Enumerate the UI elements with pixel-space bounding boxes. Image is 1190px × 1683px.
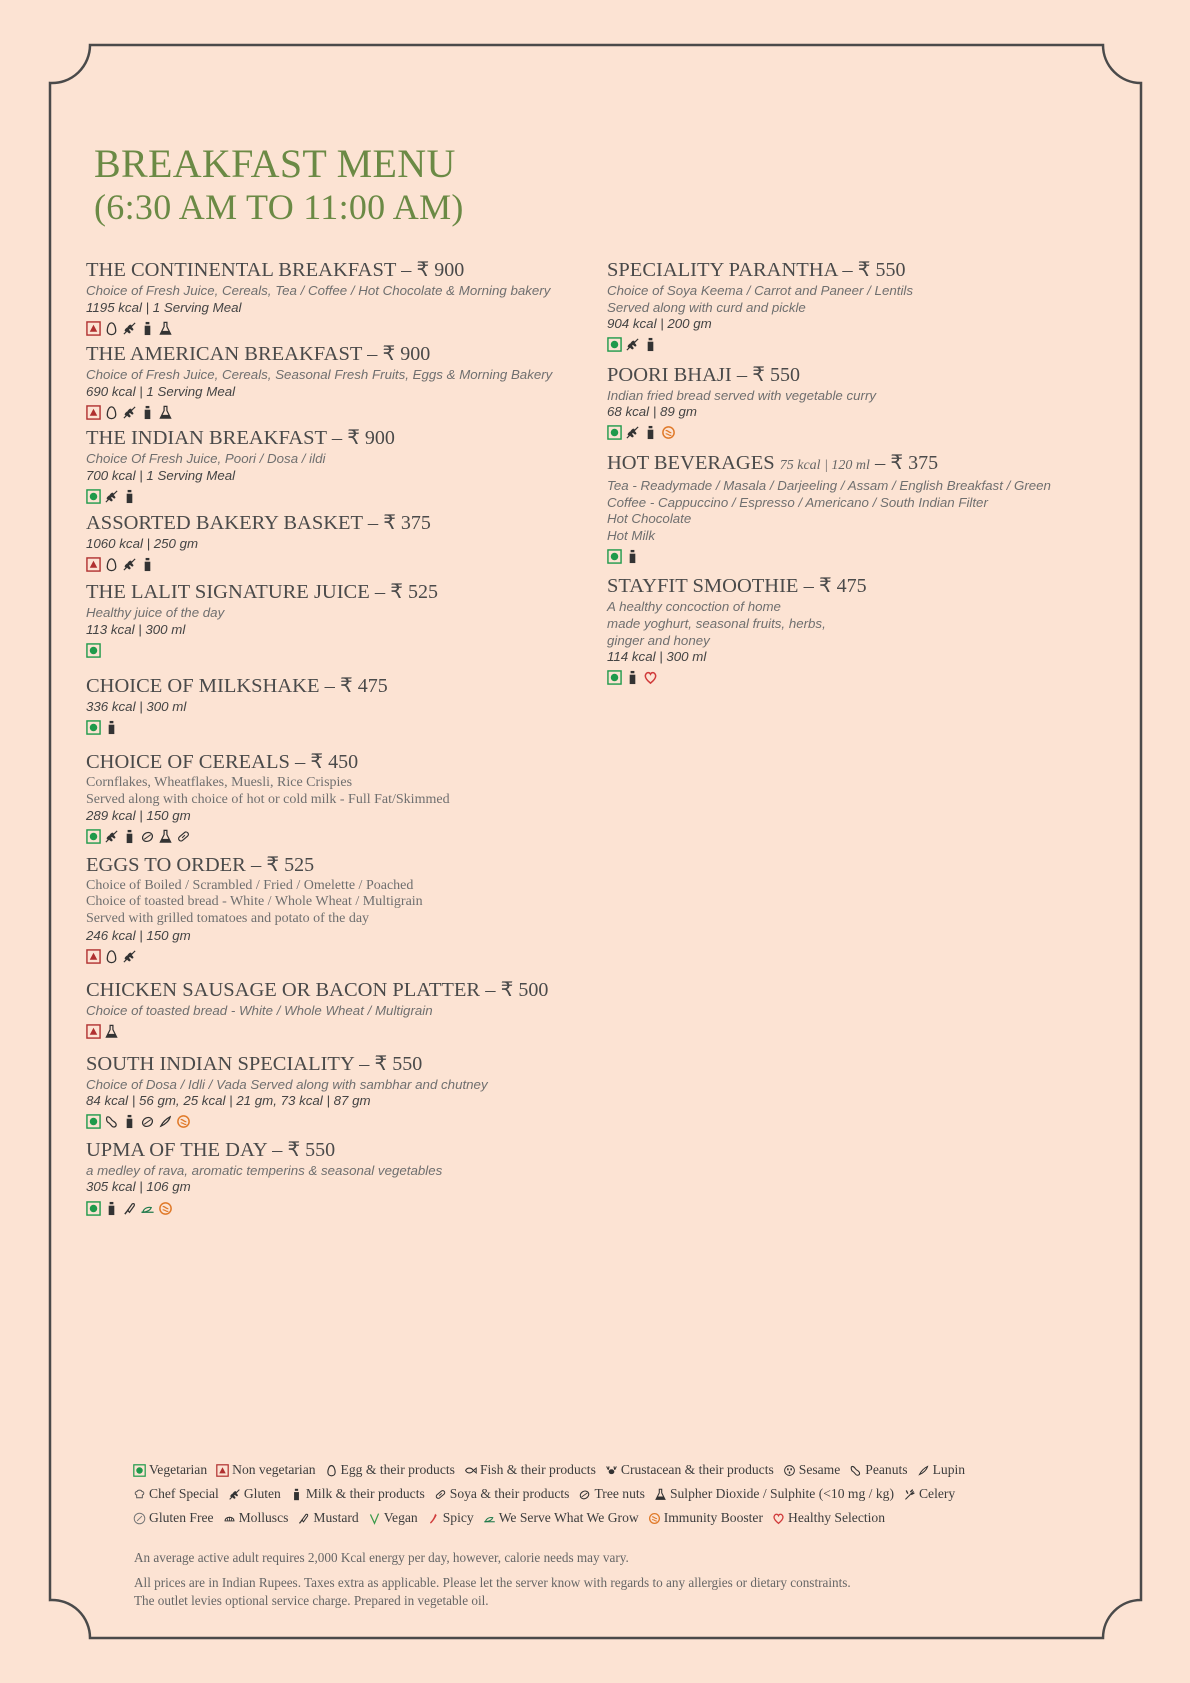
menu-item-dietary-icons bbox=[86, 640, 586, 660]
veg-icon bbox=[133, 1464, 146, 1477]
menu-item bbox=[86, 258, 586, 338]
menu-item-name: SOUTH INDIAN SPECIALITY bbox=[86, 1052, 355, 1075]
menu-item bbox=[607, 574, 1107, 687]
menu-item-heading: HOT BEVERAGES 75 kcal | 120 ml – ₹ 375 bbox=[607, 451, 939, 474]
menu-item-heading: THE CONTINENTAL BREAKFAST – ₹ 900 bbox=[86, 259, 465, 281]
menu-item-calories: 690 kcal | 1 Serving Meal bbox=[86, 383, 236, 399]
milk-icon bbox=[104, 720, 119, 735]
menu-item-description: a medley of rava, aromatic temperins & seasonal vegetables bbox=[86, 1162, 443, 1178]
menu-item bbox=[86, 580, 586, 660]
veg-icon bbox=[607, 337, 622, 352]
legend-label: Spicy bbox=[442, 1510, 474, 1525]
menu-item bbox=[86, 1138, 586, 1218]
legend-label: Tree nuts bbox=[594, 1486, 645, 1501]
menu-item bbox=[86, 426, 586, 506]
menu-item-dietary-icons bbox=[86, 1022, 586, 1042]
menu-item-name: POORI BHAJI bbox=[607, 363, 732, 386]
legend-item bbox=[325, 1462, 455, 1478]
menu-item-heading: THE AMERICAN BREAKFAST – ₹ 900 bbox=[86, 343, 431, 366]
menu-item-description: Healthy juice of the day bbox=[86, 605, 225, 621]
menu-item-name: THE LALIT SIGNATURE JUICE bbox=[86, 581, 370, 604]
legend-item bbox=[133, 1462, 207, 1478]
menu-item-dietary-icons bbox=[86, 487, 586, 507]
menu-item-calories: 700 kcal | 1 Serving Meal bbox=[86, 467, 236, 483]
menu-item-name: UPMA OF THE DAY bbox=[86, 1138, 267, 1161]
egg-icon bbox=[104, 557, 119, 572]
menu-item-dietary-icons bbox=[607, 423, 1107, 443]
legend-row bbox=[133, 1482, 1133, 1506]
legend-item bbox=[849, 1462, 907, 1478]
menu-item-description: Hot Chocolate bbox=[607, 511, 692, 527]
legend-label: Healthy Selection bbox=[788, 1510, 886, 1525]
menu-item bbox=[86, 1052, 586, 1132]
menu-item bbox=[607, 363, 1107, 443]
mustard-icon bbox=[122, 1201, 137, 1216]
healthy-icon bbox=[772, 1512, 785, 1525]
veg-icon bbox=[86, 643, 101, 658]
legend-item bbox=[648, 1510, 763, 1526]
menu-item-dietary-icons bbox=[86, 718, 586, 738]
legend-item bbox=[917, 1462, 965, 1478]
gluten-icon bbox=[122, 321, 137, 336]
menu-item-description: A healthy concoction of home bbox=[607, 599, 781, 615]
legend-label: Vegan bbox=[383, 1510, 418, 1525]
menu-item-name: THE INDIAN BREAKFAST bbox=[86, 427, 327, 450]
immunity-icon bbox=[158, 1201, 173, 1216]
peanuts-icon bbox=[849, 1464, 862, 1477]
legend-label: Molluscs bbox=[238, 1510, 289, 1525]
legend-label: Peanuts bbox=[865, 1462, 908, 1477]
menu-item-heading: EGGS TO ORDER – ₹ 525 bbox=[86, 853, 315, 876]
menu-item-description: Tea - Readymade / Masala / Darjeeling / Assam / English Breakfast / Green bbox=[607, 477, 1051, 493]
legend-item bbox=[654, 1486, 894, 1502]
legend-label: Fish & their products bbox=[479, 1462, 596, 1477]
immunity-icon bbox=[648, 1512, 661, 1525]
menu-item-price: ₹ 550 bbox=[374, 1052, 423, 1075]
menu-item-description: made yoghurt, seasonal fruits, herbs, bbox=[607, 615, 826, 631]
menu-item-dietary-icons bbox=[607, 668, 1107, 688]
veg-icon bbox=[86, 489, 101, 504]
menu-item-heading: POORI BHAJI – ₹ 550 bbox=[607, 363, 800, 386]
milk-icon bbox=[140, 405, 155, 420]
menu-column-left bbox=[86, 258, 586, 1218]
menu-item-calories: 305 kcal | 106 gm bbox=[86, 1179, 191, 1195]
veg-icon bbox=[86, 1201, 101, 1216]
chef-icon bbox=[133, 1488, 146, 1501]
gluten-free-icon bbox=[133, 1512, 146, 1525]
milk-icon bbox=[122, 489, 137, 504]
menu-item-calories: 1060 kcal | 250 gm bbox=[86, 535, 199, 551]
menu-item-description: Choice of Soya Keema / Carrot and Paneer / Lentils bbox=[607, 283, 913, 298]
menu-item bbox=[86, 750, 586, 847]
menu-item-description: Choice of Fresh Juice, Cereals, Seasonal Fresh Fruits, Eggs & Morning Bakery bbox=[86, 367, 553, 383]
legend-item bbox=[783, 1462, 841, 1478]
non-veg-icon bbox=[86, 1024, 101, 1039]
legend-label: Soya & their products bbox=[449, 1486, 570, 1501]
menu-item-inline-kcal: 75 kcal | 120 ml bbox=[779, 457, 870, 473]
grow-icon bbox=[483, 1512, 496, 1525]
tree-nuts-icon bbox=[140, 1114, 155, 1129]
sulphite-icon bbox=[654, 1488, 667, 1501]
menu-item-heading: STAYFIT SMOOTHIE – ₹ 475 bbox=[607, 575, 867, 598]
legend-label: Lupin bbox=[932, 1462, 966, 1477]
menu-item-dietary-icons bbox=[86, 1112, 586, 1132]
menu-item-dietary-icons bbox=[86, 1198, 586, 1218]
menu-item-dietary-icons bbox=[86, 554, 586, 574]
menu-item-calories: 113 kcal | 300 ml bbox=[86, 621, 186, 637]
menu-item-price: ₹ 900 bbox=[416, 259, 465, 281]
pricing-note bbox=[134, 1574, 851, 1610]
legend-label: Gluten bbox=[243, 1486, 281, 1501]
pricing-note-line-2: The outlet levies optional service charge. Prepared in vegetable oil. bbox=[134, 1593, 489, 1608]
menu-item-price: ₹ 550 bbox=[752, 363, 800, 386]
veg-icon bbox=[607, 670, 622, 685]
legend-label: Vegetarian bbox=[149, 1462, 208, 1477]
non-veg-icon bbox=[86, 949, 101, 964]
menu-item-calories: 904 kcal | 200 gm bbox=[607, 316, 712, 332]
menu-item-calories: 1195 kcal | 1 Serving Meal bbox=[86, 299, 242, 315]
menu-item-calories: 246 kcal | 150 gm bbox=[86, 927, 191, 943]
menu-item-price: ₹ 550 bbox=[857, 259, 906, 281]
menu-item-price: ₹ 525 bbox=[390, 581, 438, 604]
sulphite-icon bbox=[104, 1024, 119, 1039]
menu-column-right bbox=[607, 258, 1107, 688]
menu-item-calories: 114 kcal | 300 ml bbox=[607, 649, 707, 665]
non-veg-icon bbox=[86, 557, 101, 572]
menu-item-calories: 68 kcal | 89 gm bbox=[607, 404, 697, 420]
legend-item bbox=[427, 1510, 474, 1526]
menu-item-description: Choice of Dosa / Idli / Vada Served along with sambhar and chutney bbox=[86, 1076, 488, 1092]
legend-item bbox=[297, 1510, 358, 1526]
menu-item-heading: SOUTH INDIAN SPECIALITY – ₹ 550 bbox=[86, 1052, 423, 1075]
gluten-icon bbox=[625, 337, 640, 352]
milk-icon bbox=[104, 1201, 119, 1216]
menu-item-description: Served along with choice of hot or cold milk - Full Fat/Skimmed bbox=[86, 791, 450, 807]
legend-label: Milk & their products bbox=[305, 1486, 425, 1501]
calorie-note bbox=[134, 1549, 629, 1567]
legend-item bbox=[133, 1486, 219, 1502]
sulphite-icon bbox=[158, 405, 173, 420]
menu-item-price: ₹ 900 bbox=[347, 427, 395, 450]
non-veg-icon bbox=[216, 1464, 229, 1477]
pricing-note-line-1: All prices are in Indian Rupees. Taxes extra as applicable. Please let the server know with regards to any allergies or dietary constraints. bbox=[134, 1575, 851, 1590]
menu-item-price: ₹ 900 bbox=[382, 343, 431, 366]
legend-label: Chef Special bbox=[149, 1486, 219, 1501]
legend-label: Immunity Booster bbox=[663, 1510, 763, 1525]
menu-item-name: THE CONTINENTAL BREAKFAST bbox=[86, 259, 397, 281]
menu-item-price: ₹ 500 bbox=[500, 979, 549, 1002]
milk-icon bbox=[625, 549, 640, 564]
menu-item-name: SPECIALITY PARANTHA bbox=[607, 259, 838, 281]
milk-icon bbox=[140, 557, 155, 572]
menu-item-description: Served along with curd and pickle bbox=[607, 299, 806, 315]
vegan-icon bbox=[368, 1512, 381, 1525]
milk-icon bbox=[140, 321, 155, 336]
menu-item-description: Choice of Fresh Juice, Cereals, Tea / Coffee / Hot Chocolate & Morning bakery bbox=[86, 283, 551, 298]
menu-item bbox=[86, 511, 586, 575]
veg-icon bbox=[607, 425, 622, 440]
menu-item-description: Choice of Boiled / Scrambled / Fried / Omelette / Poached bbox=[86, 877, 414, 893]
legend-label: We Serve What We Grow bbox=[498, 1510, 639, 1525]
gluten-icon bbox=[104, 829, 119, 844]
mustard-icon bbox=[297, 1512, 310, 1525]
egg-icon bbox=[104, 321, 119, 336]
legend-item bbox=[483, 1510, 639, 1526]
menu-item-description: Served with grilled tomatoes and potato of the day bbox=[86, 910, 370, 926]
egg-icon bbox=[104, 949, 119, 964]
menu-item-name: EGGS TO ORDER bbox=[86, 853, 251, 876]
sulphite-icon bbox=[158, 829, 173, 844]
menu-item-description: Coffee - Cappuccino / Espresso / Americano / South Indian Filter bbox=[607, 494, 988, 510]
soya-icon bbox=[434, 1488, 447, 1501]
legend-item bbox=[434, 1486, 570, 1502]
gluten-icon bbox=[122, 405, 137, 420]
milk-icon bbox=[643, 425, 658, 440]
gluten-icon bbox=[625, 425, 640, 440]
menu-item-price: ₹ 450 bbox=[310, 750, 359, 773]
celery-icon bbox=[903, 1488, 916, 1501]
legend-item bbox=[578, 1486, 644, 1502]
tree-nuts-icon bbox=[140, 829, 155, 844]
veg-icon bbox=[86, 720, 101, 735]
menu-item-heading: THE LALIT SIGNATURE JUICE – ₹ 525 bbox=[86, 581, 438, 604]
menu-item-heading: CHOICE OF MILKSHAKE – ₹ 475 bbox=[86, 675, 388, 698]
dietary-legend bbox=[133, 1458, 1133, 1530]
molluscs-icon bbox=[223, 1512, 236, 1525]
menu-item-heading: SPECIALITY PARANTHA – ₹ 550 bbox=[607, 259, 906, 281]
milk-icon bbox=[290, 1488, 303, 1501]
calorie-note-text: An average active adult requires 2,000 Kcal energy per day, however, calorie needs may vary. bbox=[134, 1550, 629, 1565]
menu-item-calories: 84 kcal | 56 gm, 25 kcal | 21 gm, 73 kcal | 87 gm bbox=[86, 1093, 371, 1109]
menu-item-name: CHOICE OF MILKSHAKE bbox=[86, 675, 325, 698]
milk-icon bbox=[643, 337, 658, 352]
legend-item bbox=[290, 1486, 425, 1502]
menu-item-name: THE AMERICAN BREAKFAST bbox=[86, 343, 363, 366]
menu-item-dietary-icons bbox=[607, 546, 1107, 566]
legend-label: Egg & their products bbox=[340, 1462, 455, 1477]
milk-icon bbox=[122, 1114, 137, 1129]
fish-icon bbox=[464, 1464, 477, 1477]
legend-label: Sesame bbox=[798, 1462, 841, 1477]
sesame-icon bbox=[783, 1464, 796, 1477]
menu-item-description: ginger and honey bbox=[607, 632, 710, 648]
legend-label: Sulpher Dioxide / Sulphite (<10 mg / kg) bbox=[669, 1486, 894, 1501]
menu-item-heading: UPMA OF THE DAY – ₹ 550 bbox=[86, 1138, 336, 1161]
legend-label: Gluten Free bbox=[149, 1510, 214, 1525]
lupin-icon bbox=[158, 1114, 173, 1129]
menu-item-price: ₹ 375 bbox=[890, 451, 939, 474]
legend-item bbox=[228, 1486, 281, 1502]
menu-item-heading: ASSORTED BAKERY BASKET – ₹ 375 bbox=[86, 511, 431, 534]
menu-item-description: Choice of toasted bread - White / Whole Wheat / Multigrain bbox=[86, 894, 423, 910]
legend-row bbox=[133, 1458, 1133, 1482]
menu-item-price: ₹ 550 bbox=[287, 1138, 336, 1161]
legend-label: Non vegetarian bbox=[232, 1462, 316, 1477]
healthy-icon bbox=[643, 670, 658, 685]
menu-item-heading: CHICKEN SAUSAGE OR BACON PLATTER – ₹ 500 bbox=[86, 979, 549, 1002]
menu-item bbox=[86, 978, 586, 1042]
menu-item-description: Choice Of Fresh Juice, Poori / Dosa / ildi bbox=[86, 451, 326, 467]
menu-item-price: ₹ 475 bbox=[339, 675, 388, 698]
tree-nuts-icon bbox=[578, 1488, 591, 1501]
soya-icon bbox=[176, 829, 191, 844]
menu-hours: (6:30 AM TO 11:00 AM) bbox=[94, 187, 464, 227]
menu-item-dietary-icons bbox=[607, 335, 1107, 355]
egg-icon bbox=[104, 405, 119, 420]
menu-item-price: ₹ 475 bbox=[818, 575, 867, 598]
legend-item bbox=[216, 1462, 315, 1478]
immunity-icon bbox=[661, 425, 676, 440]
menu-item-dietary-icons bbox=[86, 402, 586, 422]
menu-item bbox=[86, 674, 586, 738]
milk-icon bbox=[122, 829, 137, 844]
menu-item-name: ASSORTED BAKERY BASKET bbox=[86, 511, 363, 534]
menu-item-description: Choice of toasted bread - White / Whole Wheat / Multigrain bbox=[86, 1003, 433, 1019]
legend-item bbox=[772, 1510, 885, 1526]
non-veg-icon bbox=[86, 405, 101, 420]
veg-icon bbox=[86, 829, 101, 844]
non-veg-icon bbox=[86, 321, 101, 336]
menu-item-dietary-icons bbox=[86, 827, 586, 847]
sulphite-icon bbox=[158, 321, 173, 336]
legend-row bbox=[133, 1506, 1133, 1530]
crustacean-icon bbox=[605, 1464, 618, 1477]
menu-item-name: STAYFIT SMOOTHIE bbox=[607, 575, 799, 598]
menu-item-calories: 336 kcal | 300 ml bbox=[86, 699, 187, 715]
menu-item-name: HOT BEVERAGES bbox=[607, 451, 775, 474]
legend-item bbox=[464, 1462, 596, 1478]
menu-item-name: CHOICE OF CEREALS bbox=[86, 750, 290, 773]
grow-icon bbox=[140, 1201, 155, 1216]
menu-item-name: CHICKEN SAUSAGE OR BACON PLATTER bbox=[86, 979, 486, 1002]
immunity-icon bbox=[176, 1114, 191, 1129]
menu-item bbox=[86, 342, 586, 422]
spicy-icon bbox=[427, 1512, 440, 1525]
menu-item-dietary-icons bbox=[86, 946, 586, 966]
menu-item bbox=[607, 451, 1107, 566]
menu-item-dietary-icons bbox=[86, 318, 586, 338]
legend-item bbox=[368, 1510, 418, 1526]
menu-item-description: Hot Milk bbox=[607, 527, 656, 543]
legend-item bbox=[133, 1510, 214, 1526]
milk-icon bbox=[625, 670, 640, 685]
legend-label: Mustard bbox=[313, 1510, 359, 1525]
menu-item-heading: THE INDIAN BREAKFAST – ₹ 900 bbox=[86, 427, 395, 450]
menu-title: BREAKFAST MENU bbox=[94, 141, 456, 186]
menu-item-description: Indian fried bread served with vegetable curry bbox=[607, 387, 877, 403]
legend-label: Crustacean & their products bbox=[620, 1462, 774, 1477]
menu-item-heading: CHOICE OF CEREALS – ₹ 450 bbox=[86, 750, 359, 773]
lupin-icon bbox=[917, 1464, 930, 1477]
veg-icon bbox=[86, 1114, 101, 1129]
legend-item bbox=[605, 1462, 774, 1478]
peanuts-icon bbox=[104, 1114, 119, 1129]
legend-item bbox=[223, 1510, 289, 1526]
menu-item-price: ₹ 525 bbox=[266, 853, 315, 876]
menu-item-price: ₹ 375 bbox=[383, 511, 431, 534]
menu-item-calories: 289 kcal | 150 gm bbox=[86, 808, 191, 824]
gluten-icon bbox=[122, 557, 137, 572]
gluten-icon bbox=[122, 949, 137, 964]
egg-icon bbox=[325, 1464, 338, 1477]
legend-label: Celery bbox=[918, 1486, 956, 1501]
menu-item bbox=[86, 853, 586, 966]
menu-item bbox=[607, 258, 1107, 355]
veg-icon bbox=[607, 549, 622, 564]
menu-item-description: Cornflakes, Wheatflakes, Muesli, Rice Crispies bbox=[86, 774, 353, 790]
gluten-icon bbox=[104, 489, 119, 504]
legend-item bbox=[903, 1486, 955, 1502]
gluten-icon bbox=[228, 1488, 241, 1501]
